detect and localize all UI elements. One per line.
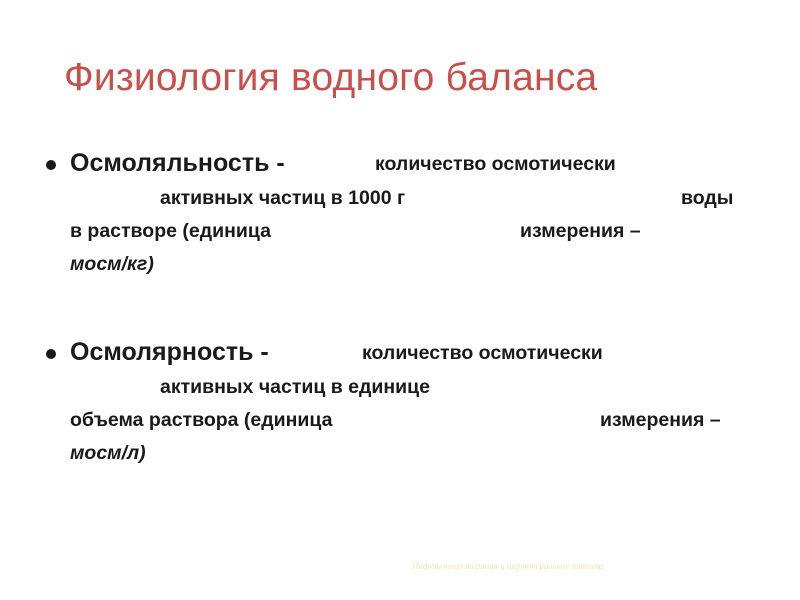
definition-line: измерения – xyxy=(600,409,721,431)
definition-line: в растворе (единица xyxy=(70,220,271,242)
definition-line: активных частиц в единице xyxy=(160,376,430,398)
definition-line: измерения – xyxy=(520,220,641,242)
unit-label: мосм/л) xyxy=(70,442,146,464)
definition-line: количество осмотически xyxy=(362,342,603,364)
term-osmolarity: Осмолярность - xyxy=(70,338,269,366)
bullet-dot-icon xyxy=(46,160,56,170)
definition-line: объема раствора (единица xyxy=(70,409,333,431)
slide-title: Физиология водного баланса xyxy=(64,56,598,99)
definition-line: активных частиц в 1000 г xyxy=(160,187,406,209)
term-osmolality: Осмоляльность - xyxy=(70,149,285,177)
definition-line: воды xyxy=(681,187,734,209)
definition-line: количество осмотически xyxy=(375,153,616,175)
unit-label: мосм/кг) xyxy=(70,253,154,275)
bullet-dot-icon xyxy=(46,349,56,359)
footer-note: Инфузионная терапия и парентеральное питание xyxy=(412,561,605,571)
